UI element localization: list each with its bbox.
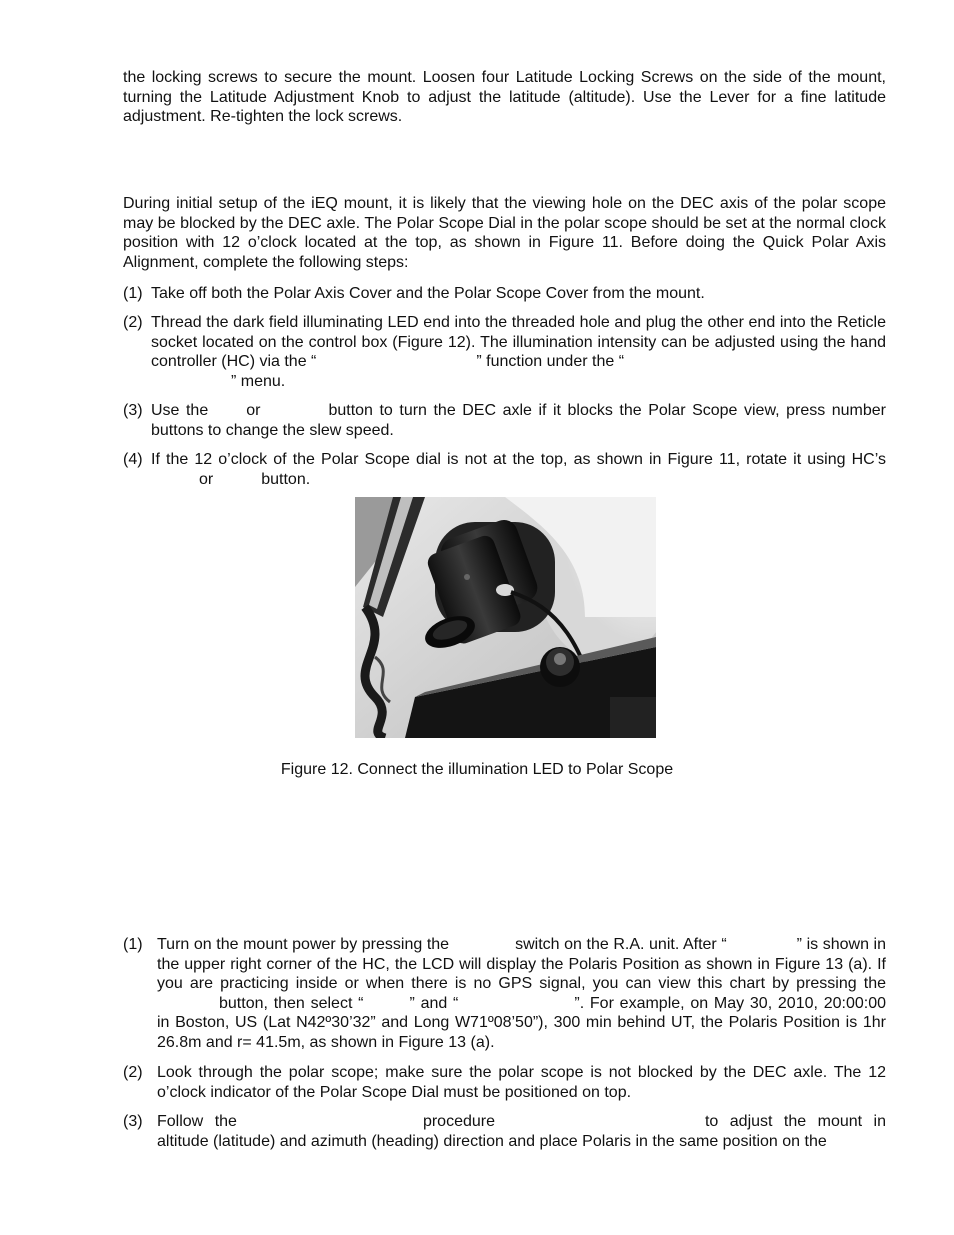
procedure-step-3 xyxy=(123,1112,886,1151)
step-number: (3) xyxy=(123,1113,143,1130)
step-text: Turn on the mount power by pressing the switch on the R.A. unit. After “ ” is shown in the upper right corner of the HC, the LCD will display the Polaris Position as shown in Figure 13 (a). If you are practicing inside or when there is no GPS signal, you can view this chart by pressing thebutton, then select “ ” and “ ”. For example, on May 30, 2010, 20:00:00 in Boston, US (Lat N42º30’32” and Long W71º08’50”), 300 min behind UT, the Polaris Position is 1hr 26.8m and r= 41.5m, as shown in Figure 13 (a). xyxy=(157,936,887,1051)
step-1 xyxy=(123,284,886,304)
step-number: (2) xyxy=(123,1064,143,1081)
procedure-step-1 xyxy=(123,935,886,1053)
step-text: Look through the polar scope; make sure the polar scope is not blocked by the DEC axle. The 12 o’clock indicator of the Polar Scope Dial must be positioned on top. xyxy=(157,1064,886,1101)
step-text: Follow the procedure to adjust the mount in altitude (latitude) and azimuth (heading) direction and place Polaris in the same position on the xyxy=(157,1113,887,1150)
step-number: (1) xyxy=(123,285,143,302)
step-number: (1) xyxy=(123,936,143,953)
step-number: (4) xyxy=(123,451,143,468)
procedure-step-2 xyxy=(123,1063,886,1102)
polar-scope-photo xyxy=(355,497,656,738)
step-text: Thread the dark field illuminating LED end into the threaded hole and plug the other end into the Reticle socket located on the control box (Figure 12). The illumination intensity can be adjusted using the hand controller (HC) via the “ ” function under the “ ” menu. xyxy=(151,314,886,390)
step-3 xyxy=(123,401,886,440)
setup-paragraph: During initial setup of the iEQ mount, it is likely that the viewing hole on the DEC axis of the polar scope may be blocked by the DEC axle. The Polar Scope Dial in the polar scope should be set at the normal clock position with 12 o’clock located at the top, as shown in Figure 11. Before doing the Quick Polar Axis Alignment, complete the following steps: xyxy=(123,195,886,271)
step-number: (2) xyxy=(123,314,143,331)
figure-caption: Figure 12. Connect the illumination LED to Polar Scope xyxy=(280,761,674,778)
step-2 xyxy=(123,313,886,391)
intro-paragraph: the locking screws to secure the mount. Loosen four Latitude Locking Screws on the side of the mount, turning the Latitude Adjustment Knob to adjust the latitude (altitude). Use the Lever for a fine latitude adjustment. Re-tighten the lock screws. xyxy=(123,69,886,126)
step-4 xyxy=(123,450,886,489)
step-number: (3) xyxy=(123,402,143,419)
step-text: If the 12 o’clock of the Polar Scope dial is not at the top, as shown in Figure 11, rotate it using HC’sor button. xyxy=(151,451,886,488)
step-text: Take off both the Polar Axis Cover and the Polar Scope Cover from the mount. xyxy=(151,285,705,302)
step-text: Use the or button to turn the DEC axle if it blocks the Polar Scope view, press number buttons to change the slew speed. xyxy=(151,402,887,439)
